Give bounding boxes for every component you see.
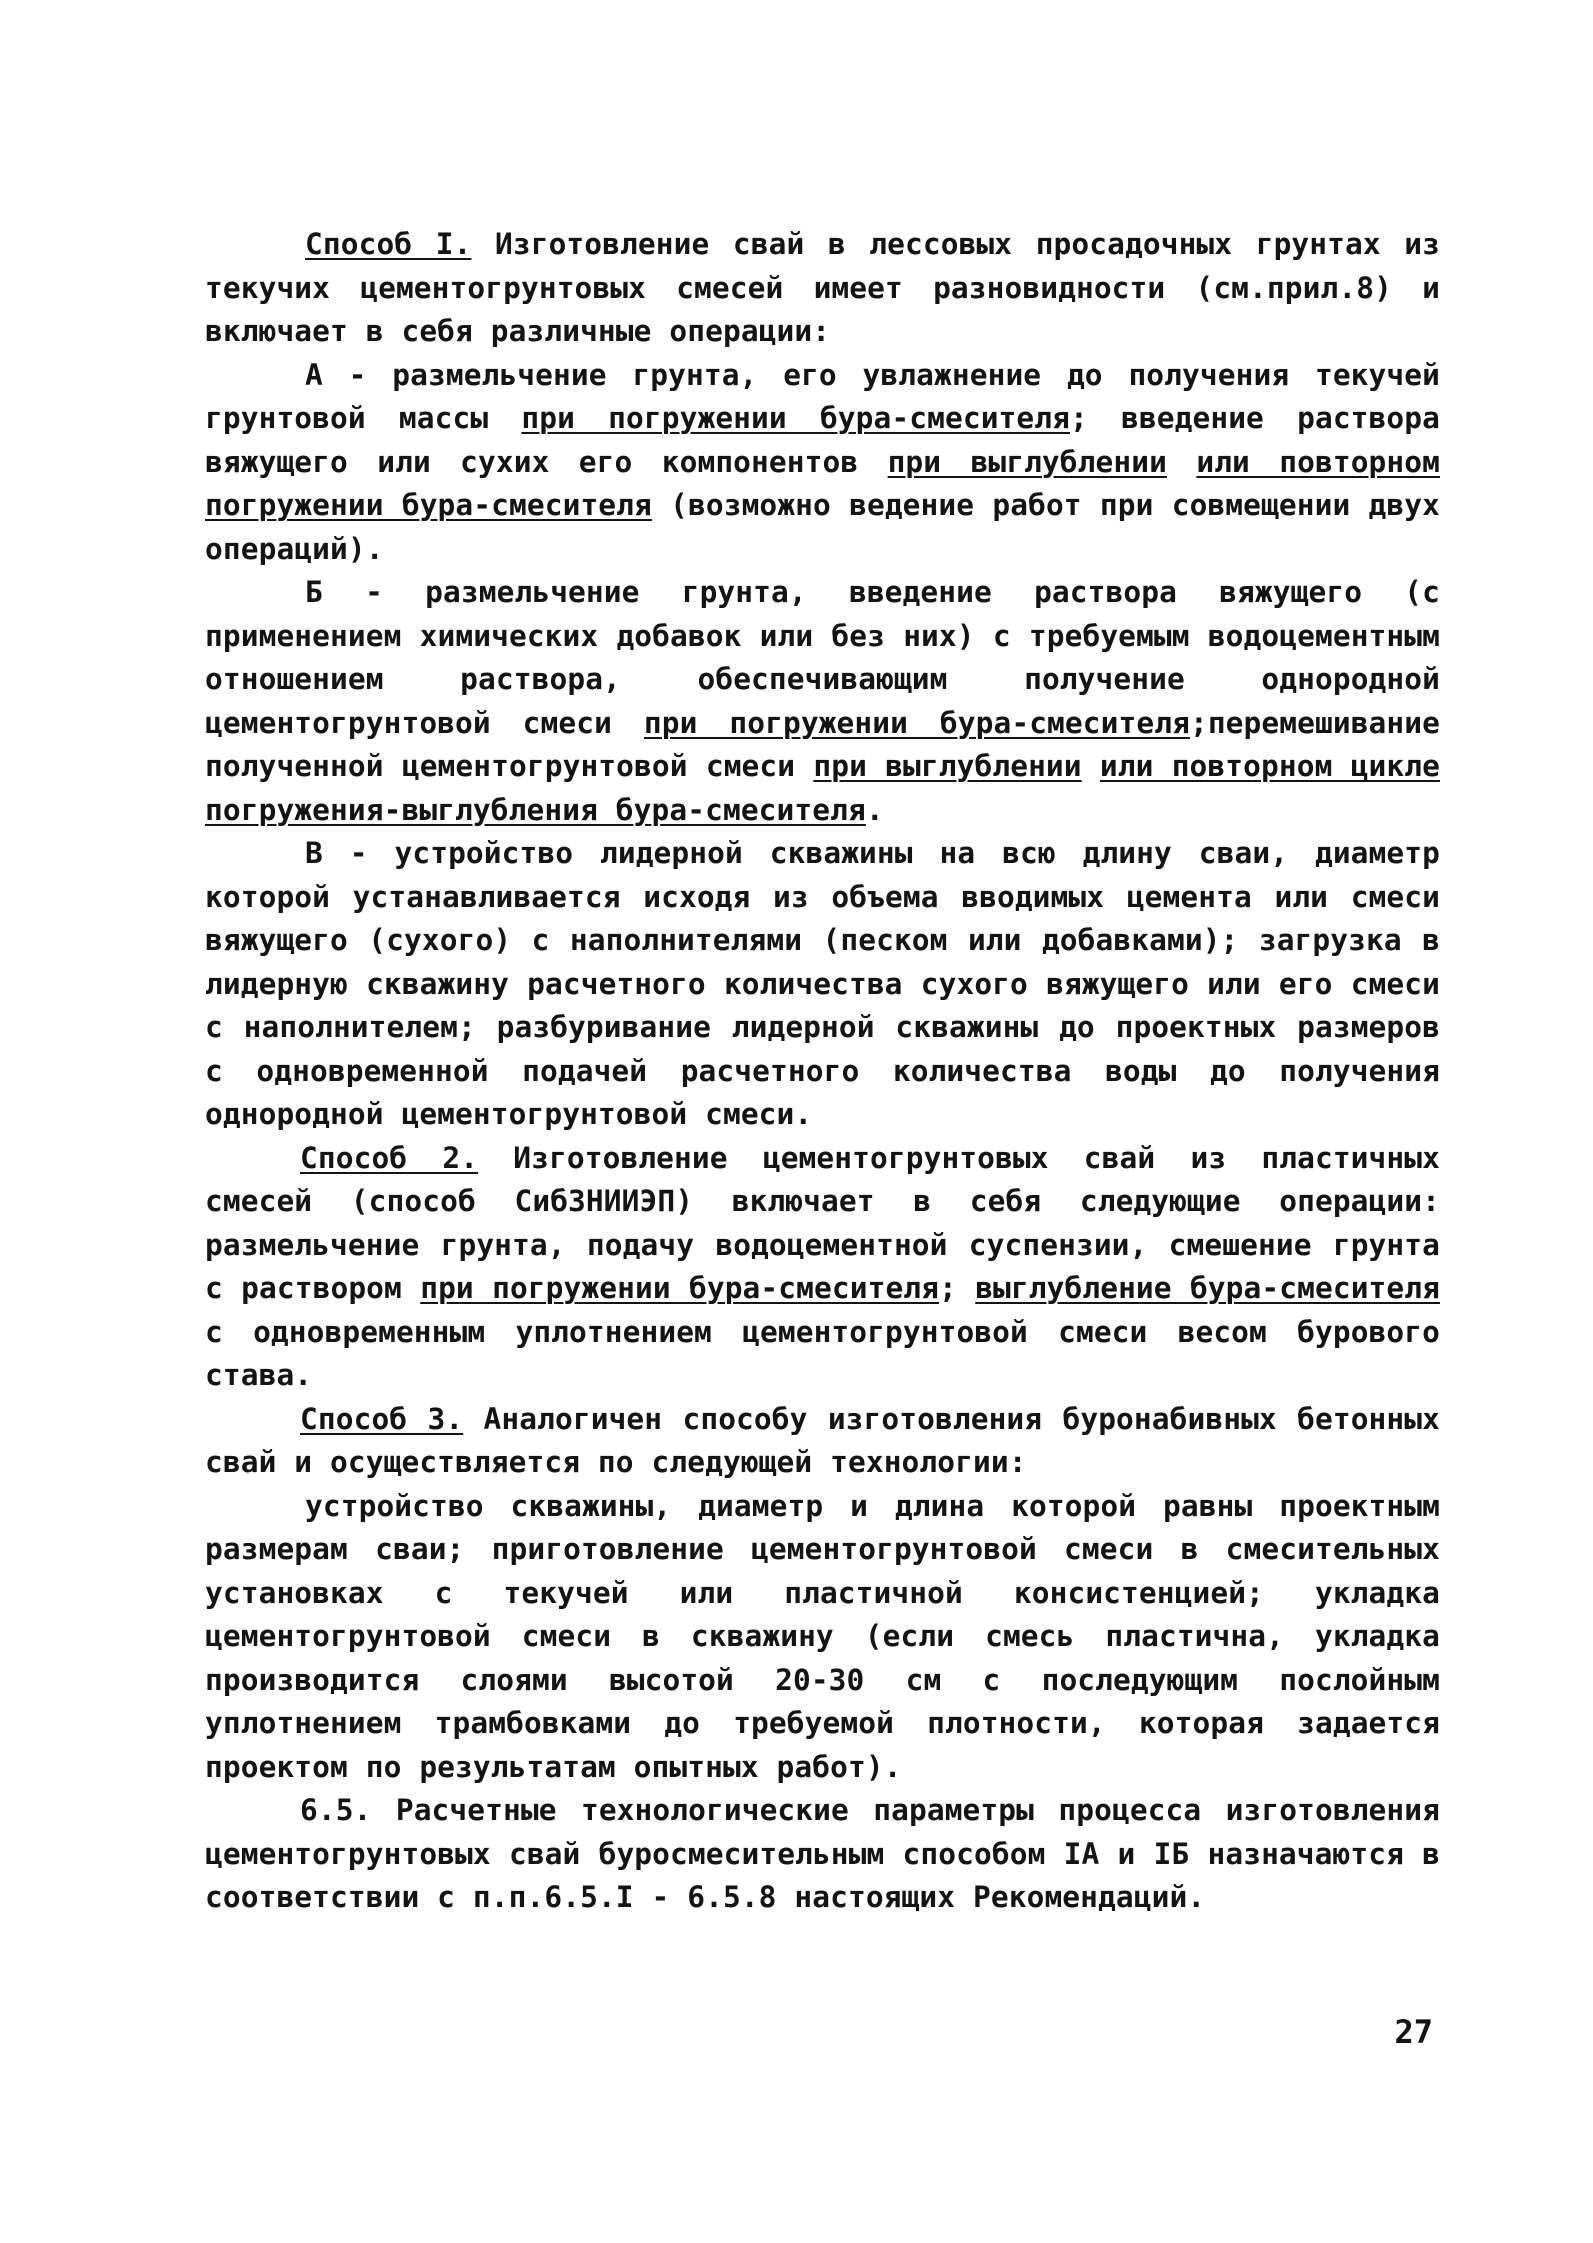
text-run: 6.5. Расчетные технологические параметры процесса изготовления цементогрунтовых свай буросмесительным способом IА и IБ назначаются в соответствии с п.п.6.5.I - 6.5.8 настоящих Рекомендаций.: [205, 1793, 1440, 1914]
text-run: устройство скважины, диаметр и длина которой равны проектным размерам сваи; приготовление цементогрунтовой смеси в смесительных установках с текучей или пластичной консистенцией; укладка цементогрунтовой смеси в скважину (если смесь пластична, укладка производится слоями высотой 20-30 см с последующим послойным уплотнением трамбовками до требуемой плотности, которая задается проектом по результатам опытных работ).: [205, 1488, 1440, 1784]
paragraph-method-3: [205, 1398, 1440, 1485]
text-run: ;перемешивание полученной цементогрунтовой смеси: [205, 705, 1440, 783]
text-run: Изготовление свай в лессовых просадочных грунтах из текучих цементогрунтовых смесей имеет разновидности (см.прил.8) и включает в себя различные операции:: [205, 227, 1440, 348]
paragraph-method-1: [205, 223, 1440, 354]
underlined-text: при погружении бура-смесителя: [420, 1271, 940, 1305]
underlined-text: или повторном погружении бура-смесителя: [205, 444, 1441, 522]
page-number: 27: [1394, 2013, 1433, 2051]
paragraph-method-2: [205, 1137, 1440, 1398]
paragraph-method-1a: [205, 354, 1440, 572]
underlined-text: или повторном цикле погружения-выглубления бура-смесителя: [205, 749, 1440, 827]
text-run: с одновременным уплотнением цементогрунтовой смеси весом бурового става.: [205, 1314, 1440, 1392]
underlined-text: Способ 3.: [300, 1401, 464, 1436]
text-run: В - устройство лидерной скважины на всю длину сваи, диаметр которой устанавливается исходя из объема вводимых цемента или смеси вяжущего (сухого) с наполнителями (песком или добавками); загрузка в лидерную скважину расчетного количества сухого вяжущего или его смеси с наполнителем; разбуривание лидерной скважины до проектных размеров с одновременной подачей расчетного количества воды до получения однородной цементогрунтовой смеси.: [205, 836, 1440, 1131]
underlined-text: при выглублении: [887, 444, 1167, 479]
text-run: Аналогичен способу изготовления буронабивных бетонных свай и осуществляется по следующей технологии:: [205, 1401, 1441, 1479]
text-run: .: [865, 792, 884, 827]
body-text: [205, 223, 1440, 1920]
text-run: [1167, 445, 1196, 479]
text-run: А - размельчение грунта, его увлажнение до получения текучей грунтовой массы: [205, 357, 1440, 435]
text-run: ;: [939, 1271, 976, 1305]
underlined-text: при погружении бура-смесителя: [521, 401, 1070, 435]
text-run: (возможно ведение работ при совмещении двух операций).: [205, 488, 1440, 566]
paragraph-method-1b: [205, 571, 1440, 832]
underlined-text: при выглублении: [813, 749, 1082, 783]
underlined-text: при погружении бура-смесителя: [643, 705, 1190, 740]
text-run: [1082, 749, 1100, 783]
underlined-text: выглубление бура-смесителя: [975, 1271, 1440, 1305]
paragraph-method-3-technology: [205, 1485, 1440, 1790]
text-run: Изготовление цементогрунтовых свай из пластичных смесей (способ СибЗНИИЭП) включает в себя следующие операции: размельчение грунта, подачу водоцементной суспензии, смешение грунта с раствором: [205, 1140, 1440, 1305]
underlined-text: Способ I.: [305, 227, 472, 261]
paragraph-6-5: [205, 1789, 1440, 1920]
text-run: Б - размельчение грунта, введение раствора вяжущего (с применением химических добавок или без них) с требуемым водоцементным отношением раствора, обеспечивающим получение однородной цементогрунтовой смеси: [205, 575, 1440, 740]
paragraph-method-1v: [205, 832, 1440, 1137]
underlined-text: Способ 2.: [300, 1140, 479, 1175]
text-run: ; введение раствора вяжущего или сухих его компонентов: [205, 401, 1440, 479]
